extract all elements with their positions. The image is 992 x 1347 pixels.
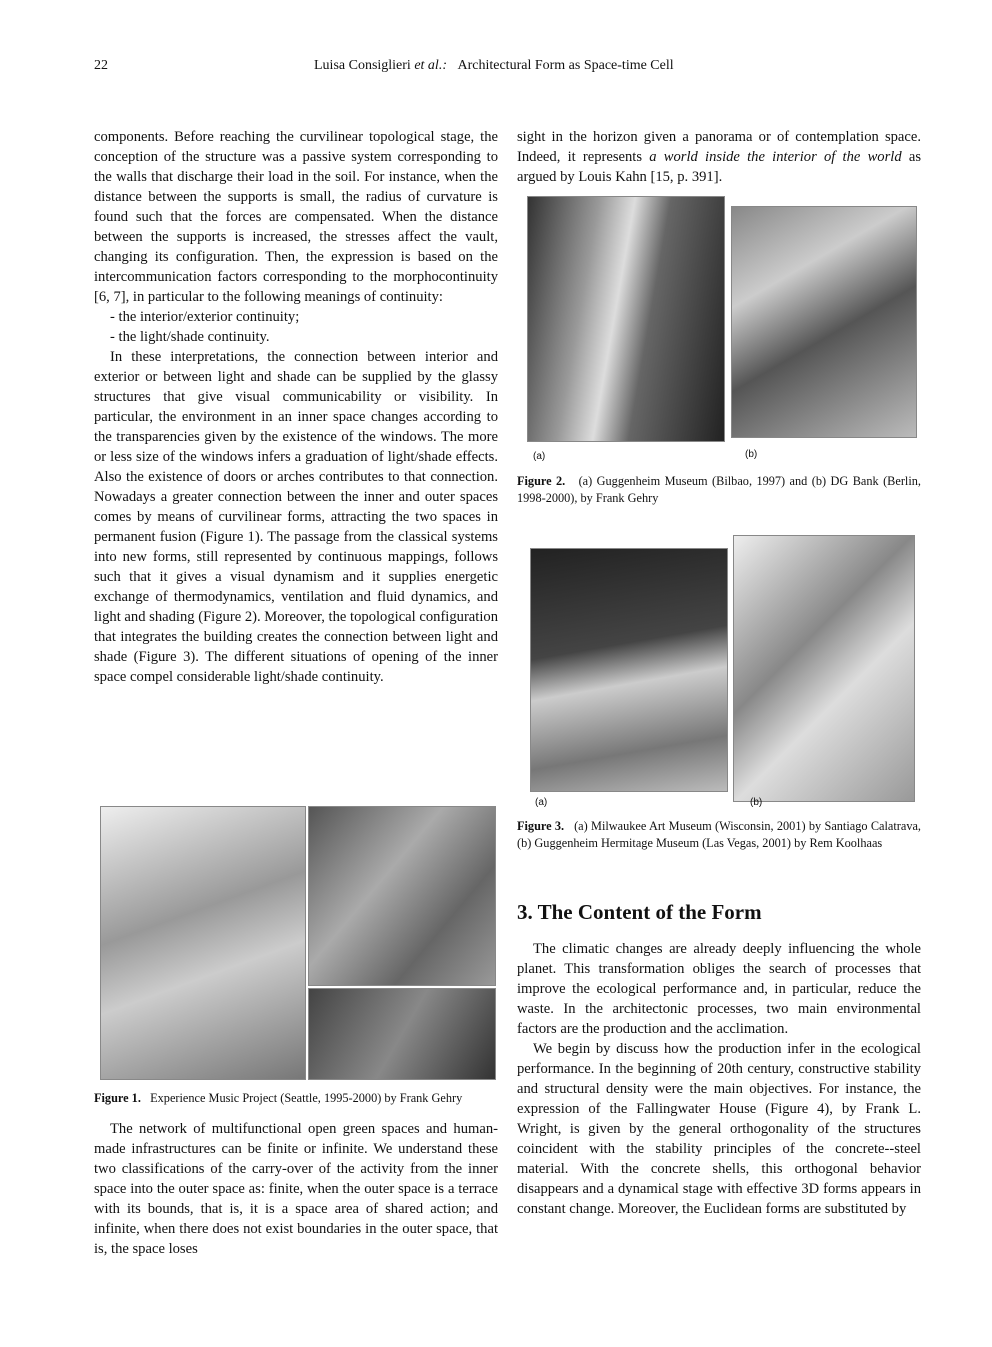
figure-1-image-left [100, 806, 306, 1080]
header-title: Architectural Form as Space-time Cell [457, 58, 674, 73]
left-column-text [94, 127, 498, 687]
left-column-text-bottom [94, 1119, 498, 1259]
paragraph: In these interpretations, the connection between interior and exterior or between light and shade can be supplied by the glassy structures that give visual communicability or visibility. In particular, the environment in an inner space changes according to the transparencies given by the existence of the windows. The more or less size of the windows infers a graduation of light/shade effects. Also the existence of doors or arches contributes to that connection. Nowadays a greater connection between the inner and outer spaces comes by means of curvilinear forms, attracting the two spaces in permanent fusion (Figure 1). The passage from the classical systems into new forms, still represented by continuous mappings, follows such that it gives a visual dynamism and it supplies energetic exchange of thermodynamics, ventilation and fluid dynamics, and light and shading (Figure 2). Moreover, the topological configuration that integrates the building creates the connection between light and shade (Figure 3). The different situations of opening of the inner space compel considerable light/shade continuity. [94, 349, 498, 685]
list-item: - the interior/exterior continuity; [110, 309, 300, 325]
figure-2b-image [731, 206, 917, 438]
text: as argued by Louis Kahn [15, p. 391]. [517, 149, 921, 185]
list-item: - the light/shade continuity. [110, 329, 270, 345]
figure-3b-image [733, 535, 915, 802]
figure-1-caption [94, 1090, 498, 1107]
header-etal: et al.: [414, 58, 447, 73]
figure-1-image-top-right [308, 806, 496, 986]
figure-3b-label: (b) [750, 797, 763, 808]
right-column-text-bottom [517, 939, 921, 1219]
header-authors: Luisa Consiglieri [314, 58, 411, 73]
figure-3-caption [517, 818, 921, 852]
paragraph: The climatic changes are already deeply influencing the whole planet. This transformation obliges the search of processes that improve the ecological performance and, in particular, reduce the waste. In the architectonic processes, two main environmental factors are the production and the acclimation. [517, 941, 921, 1037]
paragraph: components. Before reaching the curvilinear topological stage, the conception of the structure was a passive system corresponding to the walls that discharge their load in the soil. For instance, when the distance between the supports is small, the radius of curvature is found such that the forces are compensated. When the distance between the supports is increased, the stresses affect the vault, changing its configuration. Then, the expression is based on the intercommunication factors corresponding to the morphocontinuity [6, 7], in particular to the following meanings of continuity: [94, 129, 498, 305]
page-number: 22 [94, 58, 108, 73]
figure-3a-label: (a) [535, 797, 548, 808]
figure-label: Figure 3. [517, 819, 565, 833]
quote: a world inside the interior of the world [649, 149, 902, 165]
caption-text: (a) Guggenheim Museum (Bilbao, 1997) and (b) DG Bank (Berlin, 1998-2000), by Frank Gehry [517, 474, 921, 505]
caption-text: (a) Milwaukee Art Museum (Wisconsin, 2001) by Santiago Calatrava, (b) Guggenheim Hermitage Museum (Las Vegas, 2001) by Rem Koolhaas [517, 819, 922, 850]
section-heading: 3. The Content of the Form [517, 900, 762, 924]
figure-2-caption [517, 473, 921, 507]
figure-2a-image [527, 196, 725, 442]
paragraph: We begin by discuss how the production infer in the ecological performance. In the beginning of 20th century, constructive stability and structural density were the main objectives. For instance, the expression of the Fallingwater House (Figure 4), by Frank L. Wright, is given by the general orthogonality of the structures coincident with the stability principles of the concrete--steel material. With the concrete shells, this orthogonal behavior disappears and a dynamical stage with effective 3D forms appears in constant change. Moreover, the Euclidean forms are substituted by [517, 1041, 921, 1217]
figure-label: Figure 2. [517, 474, 566, 488]
running-header [314, 58, 674, 74]
figure-3a-image [530, 548, 728, 792]
right-column-text-top [517, 127, 921, 187]
paragraph: The network of multifunctional open green spaces and human-made infrastructures can be finite or infinite. We understand these two classifications of the carry-over of the activity from the inner space into the outer space as: finite, when the outer space is a terrace with its bounds, that is, it is a space area of shared action; and infinite, when there does not exist boundaries in the outer space, that is, the space loses [94, 1121, 498, 1257]
paragraph [517, 127, 921, 187]
figure-2a-label: (a) [533, 451, 546, 462]
text: sight in the horizon given a panorama or of contemplation space. Indeed, it represents [517, 129, 921, 165]
figure-1-image-bottom-right [308, 988, 496, 1080]
caption-text: Experience Music Project (Seattle, 1995-2000) by Frank Gehry [150, 1091, 463, 1105]
figure-label: Figure 1. [94, 1091, 141, 1105]
figure-2b-label: (b) [745, 449, 758, 460]
